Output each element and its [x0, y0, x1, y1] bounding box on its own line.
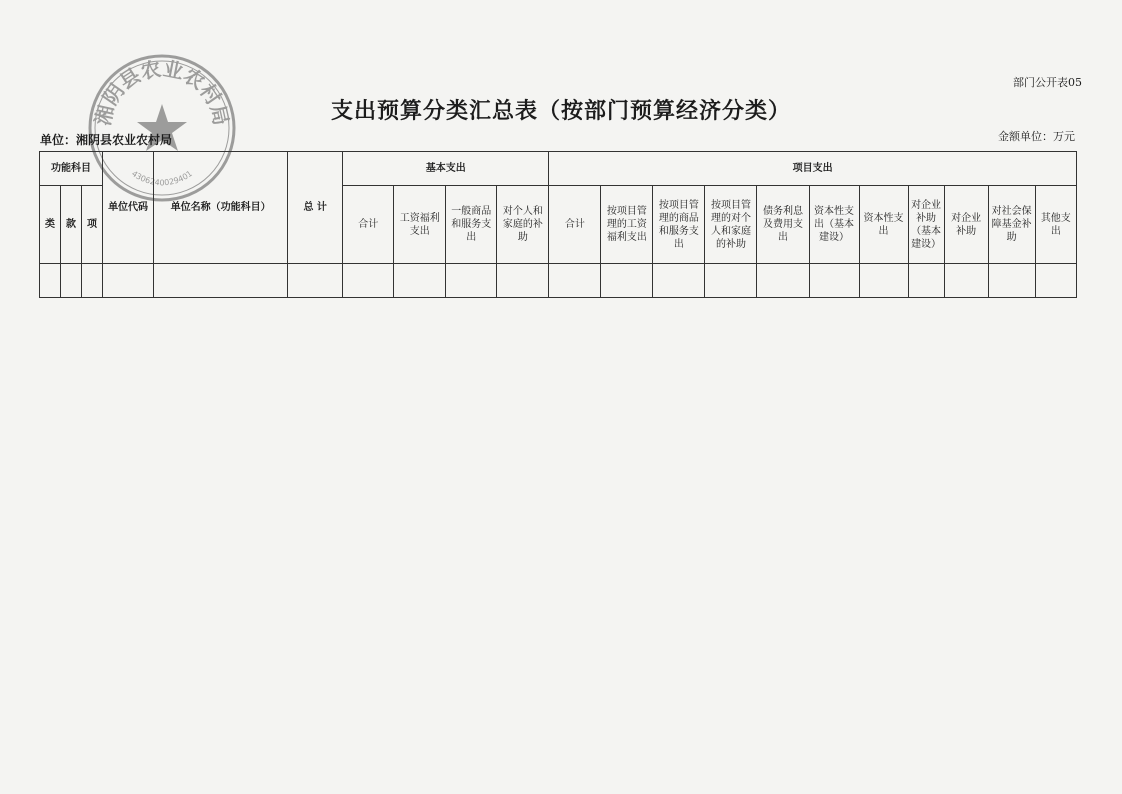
table-cell	[446, 264, 497, 298]
header-project-subtotal: 合计	[549, 186, 601, 264]
table-cell	[757, 264, 809, 298]
table-cell	[82, 264, 103, 298]
table-cell	[549, 264, 601, 298]
table-cell	[288, 264, 343, 298]
table-cell	[988, 264, 1035, 298]
header-project-capital-construction: 资本性支出（基本建设）	[809, 186, 859, 264]
header-basic-subtotal: 合计	[343, 186, 394, 264]
table-cell	[908, 264, 944, 298]
table-cell	[809, 264, 859, 298]
table-cell	[497, 264, 549, 298]
header-project-wages: 按项目管理的工资福利支出	[601, 186, 653, 264]
header-project-debt-interest: 债务利息及费用支出	[757, 186, 809, 264]
header-func-subject: 功能科目	[40, 152, 103, 186]
table-cell	[343, 264, 394, 298]
table-cell	[61, 264, 82, 298]
header-project-other: 其他支出	[1035, 186, 1076, 264]
table-cell	[40, 264, 61, 298]
form-code: 部门公开表05	[1013, 76, 1082, 89]
seal-text: 湘阴县农业农村局	[90, 56, 234, 128]
table-cell	[394, 264, 446, 298]
table-cell	[944, 264, 988, 298]
table-cell	[705, 264, 757, 298]
table-row	[40, 264, 1077, 298]
page-title: 支出预算分类汇总表（按部门预算经济分类）	[330, 98, 791, 124]
header-project-social-security: 对社会保障基金补助	[988, 186, 1035, 264]
table-cell	[859, 264, 908, 298]
seal-code: 4306240029401	[130, 169, 194, 188]
header-project-goods-services: 按项目管理的商品和服务支出	[653, 186, 705, 264]
header-project-capital: 资本性支出	[859, 186, 908, 264]
header-xiang: 项	[82, 186, 103, 264]
table-cell	[1035, 264, 1076, 298]
header-project-personal-subsidy: 按项目管理的对个人和家庭的补助	[705, 186, 757, 264]
header-project-enterprise-construction: 对企业补助（基本建设）	[908, 186, 944, 264]
header-basic-goods-services: 一般商品和服务支出	[446, 186, 497, 264]
header-project-expenditure: 项目支出	[549, 152, 1077, 186]
budget-table	[39, 151, 1077, 298]
header-basic-expenditure: 基本支出	[343, 152, 549, 186]
table-cell	[154, 264, 288, 298]
header-project-enterprise-subsidy: 对企业补助	[944, 186, 988, 264]
amount-unit: 金额单位：万元	[998, 130, 1075, 143]
reporting-unit: 单位：湘阴县农业农村局	[40, 133, 173, 147]
table-cell	[103, 264, 154, 298]
header-basic-wages: 工资福利支出	[394, 186, 446, 264]
table-cell	[653, 264, 705, 298]
header-lei: 类	[40, 186, 61, 264]
header-unit-code: 单位代码	[103, 152, 154, 264]
header-kuan: 款	[61, 186, 82, 264]
table-cell	[601, 264, 653, 298]
header-basic-personal-subsidy: 对个人和家庭的补助	[497, 186, 549, 264]
header-unit-name: 单位名称（功能科目）	[154, 152, 288, 264]
header-total: 总 计	[288, 152, 343, 264]
